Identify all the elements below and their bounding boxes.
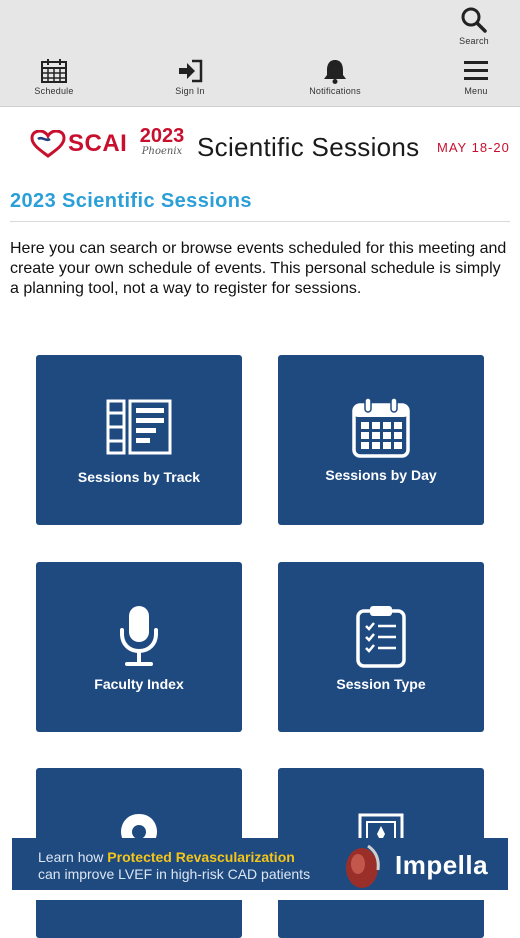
search-icon <box>460 6 488 34</box>
banner-dates: MAY 18-20 <box>437 140 510 155</box>
scai-logo <box>30 130 127 158</box>
tile-sessions-by-day[interactable] <box>278 355 484 525</box>
ad-line-1 <box>38 849 295 865</box>
calendar-icon <box>40 58 68 84</box>
calendar-icon <box>351 397 411 459</box>
page-bottom <box>0 890 520 900</box>
sign-in-label: Sign In <box>175 86 205 96</box>
tile-label: Faculty Index <box>94 676 184 692</box>
ad-line-1-text: Learn how <box>38 849 108 865</box>
heart-device-image <box>340 840 388 890</box>
ad-highlight: Protected Revascularization <box>107 849 295 865</box>
notifications-button[interactable] <box>300 58 370 96</box>
scai-wordmark: SCAI <box>68 130 128 157</box>
sign-in-icon <box>176 58 204 84</box>
tile-session-type[interactable] <box>278 562 484 732</box>
track-list-icon <box>106 399 172 455</box>
schedule-label: Schedule <box>34 86 74 96</box>
bell-icon <box>321 58 349 84</box>
tile-faculty-index[interactable] <box>36 562 242 732</box>
tile-sessions-by-track[interactable] <box>36 355 242 525</box>
notifications-label: Notifications <box>309 86 361 96</box>
hamburger-menu-icon <box>462 58 490 84</box>
top-toolbar <box>0 0 520 107</box>
year-city: Phoenix <box>141 146 183 157</box>
menu-button[interactable] <box>441 58 511 96</box>
heart-logo-icon <box>30 130 66 158</box>
schedule-button[interactable] <box>19 58 89 96</box>
intro-text: Here you can search or browse events scheduled for this meeting and create your own schedule of events. This personal schedule is simply a planning tool, not a way to register for sessions. <box>10 240 507 297</box>
tile-label: Sessions by Day <box>325 467 437 483</box>
year-number: 2023 <box>139 125 185 147</box>
microphone-icon <box>117 604 161 668</box>
search-label: Search <box>459 36 489 46</box>
clipboard-checklist-icon <box>355 604 407 668</box>
ad-line-2: can improve LVEF in high-risk CAD patients <box>38 866 311 882</box>
year-badge <box>138 126 186 157</box>
page-title: 2023 Scientific Sessions <box>10 190 252 212</box>
title-divider <box>10 221 510 222</box>
banner-title: Scientific Sessions <box>197 132 420 162</box>
search-button[interactable] <box>439 6 509 46</box>
ad-banner[interactable] <box>12 838 508 890</box>
menu-label: Menu <box>464 86 488 96</box>
tile-label: Session Type <box>336 676 426 692</box>
ad-brand: Impella <box>395 850 489 880</box>
sign-in-button[interactable] <box>155 58 225 96</box>
tile-label: Sessions by Track <box>77 469 201 485</box>
